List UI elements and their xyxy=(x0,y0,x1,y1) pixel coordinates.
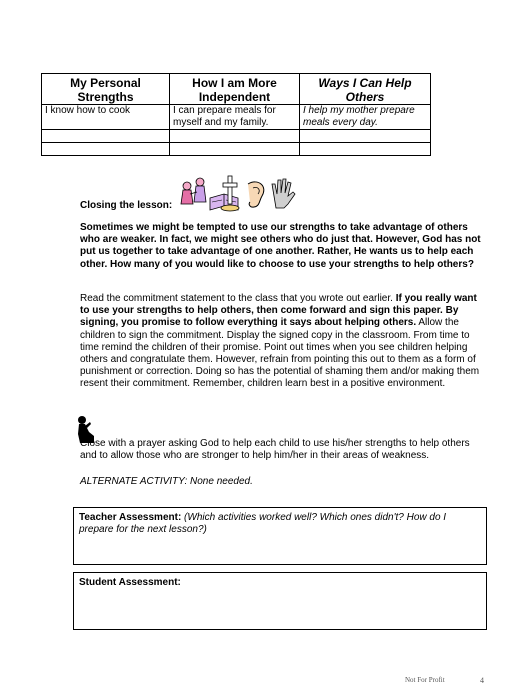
table-cell: I know how to cook xyxy=(42,105,170,130)
paragraph-commitment-rest: Allow the children to sign the commitment. Display the signed copy in the classroom. From time to time remind the children of their promise. Point out times when you see children helping others and congratulate them. However, refrain from pointing this out to them as a form of punishment or correction. Doing so has the potential of shaming them and/or making them resent their commitment. Remember, children learn best in a positive environment. xyxy=(80,317,480,390)
hand-icon xyxy=(272,179,295,208)
student-assessment-label: Student Assessment: xyxy=(79,577,181,588)
paragraph-prayer: Close with a prayer asking God to help each child to use his/her strengths to help others and to allow those who are stronger to help him/her in their areas of weakness. xyxy=(80,438,470,462)
paragraph-commitment-bold: If you really want to use your strengths to help others, then come forward and sign this paper. By signing, you promise to follow everything it says about helping others. xyxy=(80,293,477,329)
table-header: Ways I Can Help Others xyxy=(300,74,431,105)
table-cell xyxy=(300,130,431,143)
table-cell xyxy=(170,143,300,156)
table-row xyxy=(42,105,431,130)
table-header: How I am More Independent xyxy=(170,74,300,105)
footer-text: Not For Profit xyxy=(405,676,445,684)
table-cell: I can prepare meals for myself and my family. xyxy=(170,105,300,130)
page-number: 4 xyxy=(480,676,484,685)
table-cell: I help my mother prepare meals every day. xyxy=(300,105,431,130)
paragraph-commitment-intro: Read the commitment statement to the class that you wrote out earlier. xyxy=(80,293,396,304)
strengths-table xyxy=(41,73,431,156)
table-row xyxy=(42,143,431,156)
ear-icon xyxy=(248,182,264,207)
alternate-activity: ALTERNATE ACTIVITY: None needed. xyxy=(80,476,253,487)
table-header: My Personal Strengths xyxy=(42,74,170,105)
cross-icon xyxy=(221,176,239,211)
student-assessment-box[interactable] xyxy=(73,572,487,630)
paragraph-commitment xyxy=(80,293,488,391)
lesson-icons xyxy=(180,174,300,214)
teacher-assessment-prompt: (Which activities worked well? Which ones didn't? How do I prepare for the next lesson?) xyxy=(79,512,447,536)
table-cell xyxy=(42,143,170,156)
closing-label: Closing the lesson: xyxy=(80,200,173,211)
teacher-assessment-box[interactable] xyxy=(73,507,487,565)
people-icon xyxy=(181,178,206,204)
table-header-row xyxy=(42,74,431,105)
table-cell xyxy=(42,130,170,143)
table-row xyxy=(42,130,431,143)
paragraph-strengths: Sometimes we might be tempted to use our strengths to take advantage of others who are weaker. In fact, we might see others who do just that. However, God has not put us together to take advantage of one another. Rather, He wants us to help each other. How many of you would like to choose to use your strengths to help others? xyxy=(80,222,481,270)
table-cell xyxy=(170,130,300,143)
teacher-assessment-label: Teacher Assessment: xyxy=(79,512,182,523)
table-cell xyxy=(300,143,431,156)
